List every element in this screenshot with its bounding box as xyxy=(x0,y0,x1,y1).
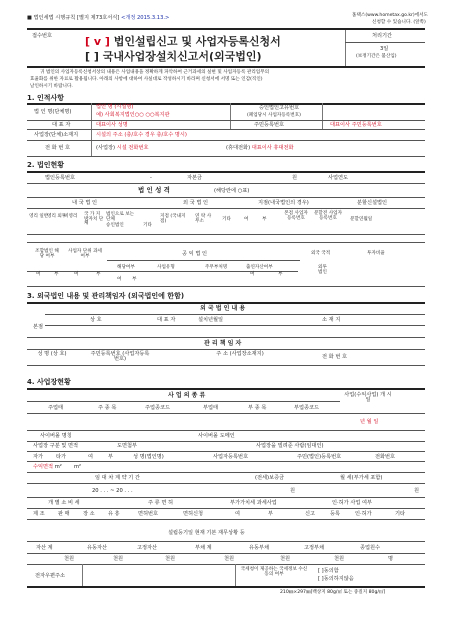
nature-note: (해당란에 ○표) xyxy=(214,188,250,194)
col-state: 국 가 지방자치 단체 xyxy=(84,212,104,227)
asset-col-5: 유동부채 xyxy=(249,545,270,551)
title-line-1: [ v ] 법인설립신고 및 사업자등록신청서 xyxy=(85,35,281,48)
pub-col-type: 사업유형 xyxy=(157,265,175,270)
main-type: 주업태 xyxy=(48,405,64,411)
foreign-nation-label: 외국 국적 xyxy=(311,251,331,256)
unit-6: 천원 xyxy=(334,556,345,562)
rep-id-value[interactable]: 대표이사 주민등록번호 xyxy=(330,122,382,128)
hq-rep: 대 표 자 xyxy=(157,317,176,323)
license-item-3[interactable]: 인·허가 xyxy=(355,511,372,517)
site-note: 홈택스(www.hometax.go.kr)에서도 xyxy=(352,13,428,18)
intro-line-3: 날인하시기 바랍니다. xyxy=(30,84,73,89)
assets-title: 설립등기일 현재 기본 재무상황 등 xyxy=(168,530,245,536)
unit-3: 천원 xyxy=(165,556,176,562)
unit-7: 명 xyxy=(388,556,394,562)
pub-col-applicable: 해당여부 xyxy=(117,265,135,270)
col-nonprofit: 비영리 xyxy=(64,214,78,219)
yn-4[interactable]: 부 xyxy=(96,272,101,277)
foreign-label: 외 국 법 인 xyxy=(183,200,208,206)
col-other-2: 기타 xyxy=(222,217,231,222)
site-note-2: 신청할 수 있습니다. (앞쪽) xyxy=(372,20,426,25)
main-item: 주 종 목 xyxy=(98,405,117,411)
capital-label: 자본금 xyxy=(187,175,203,181)
col-yes: 여 xyxy=(244,217,249,222)
yn-5[interactable]: 여 xyxy=(117,277,122,282)
receipt-number-label: 접수번호 xyxy=(32,33,53,39)
unit-4: 천원 xyxy=(224,556,235,562)
liquor-label: 주 류 면 허 xyxy=(148,500,173,506)
lessor-label: 사업장을 빌려준 사람(임대인) xyxy=(256,443,324,449)
public-corp-label: 공 익 법 인 xyxy=(182,251,207,257)
phone-mobile[interactable]: (휴대전화) 대표이사 휴대전화 xyxy=(226,145,294,151)
yn-6[interactable]: 부 xyxy=(132,277,137,282)
asset-col-1: 자산 계 xyxy=(36,545,53,551)
area-unit: m² xyxy=(74,464,82,470)
monthly-label: 월 세(부가세 포함) xyxy=(340,475,383,481)
mgr-addr: 주 소 (사업장소재지) xyxy=(216,351,264,357)
representative-label: 대 표 자 xyxy=(52,122,71,128)
agree-no[interactable]: [ ]동의하지않음 xyxy=(318,576,354,582)
approval-number-label-2: (폐업당시 사업자등록번호) xyxy=(247,113,301,118)
col-hq-biz-no: 본점 사업자 등록번호 xyxy=(284,211,308,221)
form-reference: ■ 법인세법 시행규칙 [별지 제73호서식] <개정 2015.3.13.> xyxy=(27,15,170,21)
start-date-label: 사업(수익사업) 개 시 일 xyxy=(344,392,392,404)
col-split-date: 분할연월일 xyxy=(350,217,373,222)
hq-label: 본점 xyxy=(33,324,44,330)
col-other: 기타 xyxy=(143,223,152,228)
rent-label[interactable]: 타가 xyxy=(56,454,67,460)
start-date-value[interactable]: 년 월 일 xyxy=(360,419,379,425)
site-type-label: 사업장 구분 및 면적 xyxy=(33,443,79,449)
corp-name-label: 법 인 명(단체명) xyxy=(34,109,72,115)
pub-col-assets: 출연자산여부 xyxy=(246,265,273,270)
approval-number-label: 승인법인고유번호 xyxy=(259,105,300,111)
fiscal-year-label: 사업연도 xyxy=(328,175,349,181)
asset-col-2: 유동자산 xyxy=(87,545,108,551)
intro-line-1: 귀 법인의 사업자등록신청서상의 내용은 사업내용을 정확하게 파악하여 근거과세의 실현 및 사업자등록 관리업무의 xyxy=(40,70,270,75)
hq-addr: 소 재 지 xyxy=(322,317,341,323)
processing-period-label: 처리기간 xyxy=(372,33,393,39)
invest-ratio-label: 투자비율 xyxy=(367,251,385,256)
col-no: 부 xyxy=(262,217,267,222)
vat-no[interactable]: 부 xyxy=(268,511,274,517)
processing-period-note: (보정기간은 불산입) xyxy=(356,54,397,59)
excise-item-2: 판 매 xyxy=(58,511,70,517)
yn-7[interactable]: 여 xyxy=(250,272,255,277)
col-deemed: 법인으로 보는 단체 xyxy=(106,212,135,222)
domestic-label: 내 국 법 인 xyxy=(72,200,97,206)
corp-name-value-2[interactable]: 예) 사회복지법인○○ ○○복지관 xyxy=(96,112,170,118)
corp-reg-no-label: 법인등록번호 xyxy=(45,175,76,181)
lessor-biz: 사업자등록번호 xyxy=(213,454,249,460)
asset-col-3: 고정자산 xyxy=(137,545,158,551)
deposit-label: (전세)보증금 xyxy=(255,475,285,481)
excise-item-3: 장 소 xyxy=(83,511,95,517)
col-liaison: 연 락 사무소 xyxy=(195,214,212,224)
col-profit-general: 영리 일반 xyxy=(29,214,49,219)
monthly-won: 원 xyxy=(414,488,420,494)
main-code: 주업종코드 xyxy=(145,405,171,411)
sub-code: 부업종코드 xyxy=(294,405,320,411)
license-item-2[interactable]: 등록 xyxy=(330,511,341,517)
col-branch: 지점 (국내지점) xyxy=(160,214,186,224)
excise-item-1: 제 조 xyxy=(33,511,45,517)
branch-label: 지점(내국법인의 경우) xyxy=(258,200,309,206)
manager-title: 관 리 책 임 자 xyxy=(204,340,242,347)
representative-value[interactable]: 대표이사 성명 xyxy=(96,122,128,128)
mgr-name: 성 명 (상 호) xyxy=(37,351,67,357)
processing-period-value: 3일 xyxy=(380,46,389,52)
mgr-id: 주민등록번호 (사업자등록번호) xyxy=(90,351,150,363)
sub-item: 부 종 목 xyxy=(248,405,267,411)
lease-period-label: 임 대 차 계 약 기 간 xyxy=(95,475,140,481)
corp-name-value-1[interactable]: 법인 명 (시설명) xyxy=(96,104,134,110)
area-note[interactable]: 수익면적 m² xyxy=(33,464,62,470)
license-item-4[interactable]: 기타 xyxy=(395,511,406,517)
sub-type: 부업태 xyxy=(203,405,219,411)
section-4-title: 4. 사업장현황 xyxy=(27,378,71,386)
deposit-won: 원 xyxy=(290,488,296,494)
section-2-title: 2. 법인현황 xyxy=(27,161,65,169)
foreign-invest-label: 외투 법인 xyxy=(318,265,327,275)
hq-date: 설치년월일 xyxy=(198,317,224,323)
vat-yes[interactable]: 여 xyxy=(235,511,241,517)
license-label: 인·허가 사업 여부 xyxy=(332,500,373,506)
nts-notice: 국세청이 제공하는 국세정보 수신동의 여부 xyxy=(240,567,308,577)
mgr-phone: 전 화 번 호 xyxy=(322,354,347,360)
col-profit-foreign: 영리 외투 xyxy=(47,214,67,219)
address-label: 사업장(단체)소재지 xyxy=(34,132,79,138)
rep-id-label: 주민등록번호 xyxy=(254,122,285,128)
cyber-domain-label: 사이버몰 도메인 xyxy=(198,433,235,439)
intro-line-2: 효율화를 위한 자료로 활용됩니다. 아래의 사항에 대하여 사실대로 작성하시기 바라며 신청서에 서명 또는 인감(직인) xyxy=(30,77,263,82)
own-label[interactable]: 자가 xyxy=(33,454,44,460)
won: 원 xyxy=(292,175,298,181)
hq-name: 상 호 xyxy=(90,317,102,323)
excise-item-4: 유 흥 xyxy=(108,511,120,517)
col-pre-split-no: 분할전 사업자 등록번호 xyxy=(313,211,343,221)
email-label: 전자우편주소 xyxy=(35,573,66,579)
section-1-title: 1. 인적사항 xyxy=(27,94,65,102)
lessor-phone: 전화번호 xyxy=(375,454,396,460)
lessor-id: 주민(법인)등록번호 xyxy=(297,454,342,460)
unit-5: 천원 xyxy=(280,556,291,562)
coop-label: 조합법인 해당 여부 xyxy=(35,249,59,259)
phone-label: 전 화 번 호 xyxy=(45,145,70,151)
vat-label: 부가가치세 과세사업 xyxy=(230,500,277,506)
yn-2[interactable]: 부 xyxy=(54,272,59,277)
yn-8[interactable]: 부 xyxy=(278,272,283,277)
liquor-item-2: 면허신청 xyxy=(183,511,204,517)
phone-work[interactable]: (사업장) 시설 전화번호 xyxy=(96,145,149,151)
title-line-2: [ ] 국내사업장설치신고서(외국법인) xyxy=(85,50,262,63)
section-3-title: 3. 외국법인 내용 및 관리책임자 (외국법인에 한함) xyxy=(27,292,185,300)
asset-col-6: 고정부채 xyxy=(304,545,325,551)
excise-label: 개 별 소 비 세 xyxy=(48,500,80,506)
agree-yes[interactable]: [ ]동의함 xyxy=(318,568,339,574)
unit-1: 천원 xyxy=(64,556,75,562)
divided-label: 분할신설법인 xyxy=(357,200,388,206)
liquor-item-1: 면허번호 xyxy=(138,511,159,517)
cyber-name-label: 사이버몰 명칭 xyxy=(40,433,72,439)
paper-spec: 210㎜×297㎜[백상지 80g/㎡ 또는 중질지 80g/㎡] xyxy=(280,590,386,595)
drawing-label: 도면첨부 xyxy=(117,443,138,449)
asset-col-7: 종업원수 xyxy=(360,545,381,551)
unit-tax-label: 사업자 단위 과세 여부 xyxy=(68,249,102,259)
biz-kind-title: 사 업 의 종 류 xyxy=(168,392,206,399)
lease-period-value[interactable]: 20 . . . ~ 20 . . . xyxy=(92,488,133,494)
unit-2: 천원 xyxy=(113,556,124,562)
col-approved: 승인법인 xyxy=(106,223,124,228)
asset-col-4: 부채 계 xyxy=(195,545,212,551)
pub-col-ministry: 주무부처명 xyxy=(205,265,228,270)
yn-1[interactable]: 여 xyxy=(36,272,41,277)
dash: - xyxy=(150,175,152,181)
foreign-content-title: 외 국 법 인 내 용 xyxy=(200,305,246,312)
yn-3[interactable]: 여 xyxy=(74,272,79,277)
yes-label[interactable]: 여 xyxy=(88,454,94,460)
lessor-name: 성 명(법인명) xyxy=(133,454,164,460)
address-value[interactable]: 시설의 주소 (층/호수 경우 층/호수 명시) xyxy=(96,132,187,138)
no-label[interactable]: 부 xyxy=(108,454,114,460)
nature-title: 법 인 성 격 xyxy=(138,186,170,194)
license-item-1[interactable]: 신고 xyxy=(305,511,316,517)
